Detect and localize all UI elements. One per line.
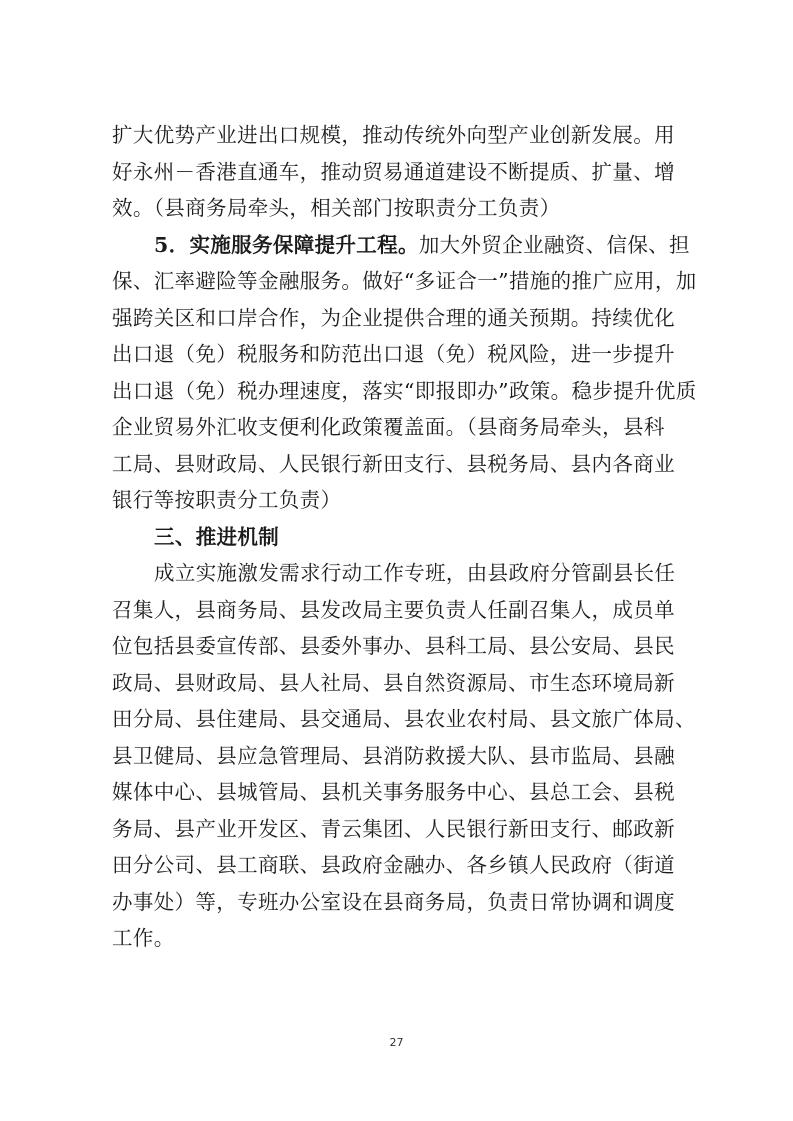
- paragraph-line: [112, 628, 697, 665]
- line-text: 扩大优势产业进出口规模，推动传统外向型产业创新发展。用: [112, 123, 675, 147]
- section-5-line: [112, 227, 697, 264]
- paragraph-line: [112, 117, 697, 154]
- paragraph-line: [112, 555, 697, 592]
- line-text: 办事处）等，专班办公室设在县商务局，负责日常协调和调度: [112, 889, 675, 914]
- line-text: 召集人，县商务局、县发改局主要负责人任副召集人，成员单: [112, 597, 675, 622]
- line-text: 保、汇率避险等金融服务。做好“多证合一”措施的推广应用，加: [112, 269, 697, 293]
- line-text: 出口退（免）税服务和防范出口退（免）税风险，进一步提升: [112, 342, 675, 366]
- line-text: 好永州－香港直通车，推动贸易通道建设不断提质、扩量、增: [112, 159, 675, 184]
- line-text: 工局、县财政局、人民银行新田支行、县税务局、县内各商业: [112, 451, 675, 476]
- paragraph-line: [112, 446, 697, 483]
- line-text: 效。（县商务局牵头，相关部门按职责分工负责）: [112, 196, 561, 220]
- line-text: 位包括县委宣传部、县委外事办、县科工局、县公安局、县民: [112, 634, 675, 658]
- line-text: 成立实施激发需求行动工作专班，由县政府分管副县长任: [154, 561, 676, 585]
- paragraph-line: [112, 190, 697, 227]
- paragraph-line: [112, 884, 697, 921]
- paragraph-line: [112, 847, 697, 884]
- paragraph-line: [112, 701, 697, 738]
- paragraph-line: [112, 373, 697, 410]
- paragraph-line: [112, 154, 697, 191]
- line-text: 媒体中心、县城管局、县机关事务服务中心、县总工会、县税: [112, 780, 675, 804]
- paragraph-line: [112, 300, 697, 337]
- line-text: 县卫健局、县应急管理局、县消防救援大队、县市监局、县融: [112, 743, 675, 768]
- paragraph-line: [112, 263, 697, 300]
- paragraph-line: [112, 665, 697, 702]
- line-text: 田分公司、县工商联、县政府金融办、各乡镇人民政府（街道: [112, 853, 675, 877]
- paragraph-line: [112, 774, 697, 811]
- line-text: 务局、县产业开发区、青云集团、人民银行新田支行、邮政新: [112, 816, 675, 841]
- line-text: 田分局、县住建局、县交通局、县农业农村局、县文旅广体局、: [112, 707, 696, 731]
- section-5-heading: 5．实施服务保障提升工程。: [154, 232, 419, 257]
- line-text: 企业贸易外汇收支便利化政策覆盖面。（县商务局牵头，县科: [112, 415, 665, 439]
- paragraph-line: [112, 592, 697, 629]
- paragraph-line: [112, 811, 697, 848]
- paragraph-line: [112, 409, 697, 446]
- section-heading-mechanism: [112, 519, 697, 556]
- line-text: 银行等按职责分工负责）: [112, 488, 342, 512]
- line-text: 出口退（免）税办理速度，落实“即报即办”政策。稳步提升优质: [112, 378, 697, 403]
- page-number: 27: [389, 1036, 404, 1049]
- line-text: 强跨关区和口岸合作，为企业提供合理的通关预期。持续优化: [112, 305, 675, 330]
- body-text: [112, 117, 697, 957]
- line-text: 工作。: [112, 926, 175, 950]
- heading-text: 三、推进机制: [154, 524, 280, 549]
- paragraph-line: [112, 336, 697, 373]
- paragraph-line: [112, 738, 697, 775]
- paragraph-line: [112, 920, 697, 957]
- line-text: 加大外贸企业融资、信保、担: [418, 232, 690, 257]
- paragraph-line: [112, 482, 697, 519]
- line-text: 政局、县财政局、县人社局、县自然资源局、市生态环境局新: [112, 670, 675, 695]
